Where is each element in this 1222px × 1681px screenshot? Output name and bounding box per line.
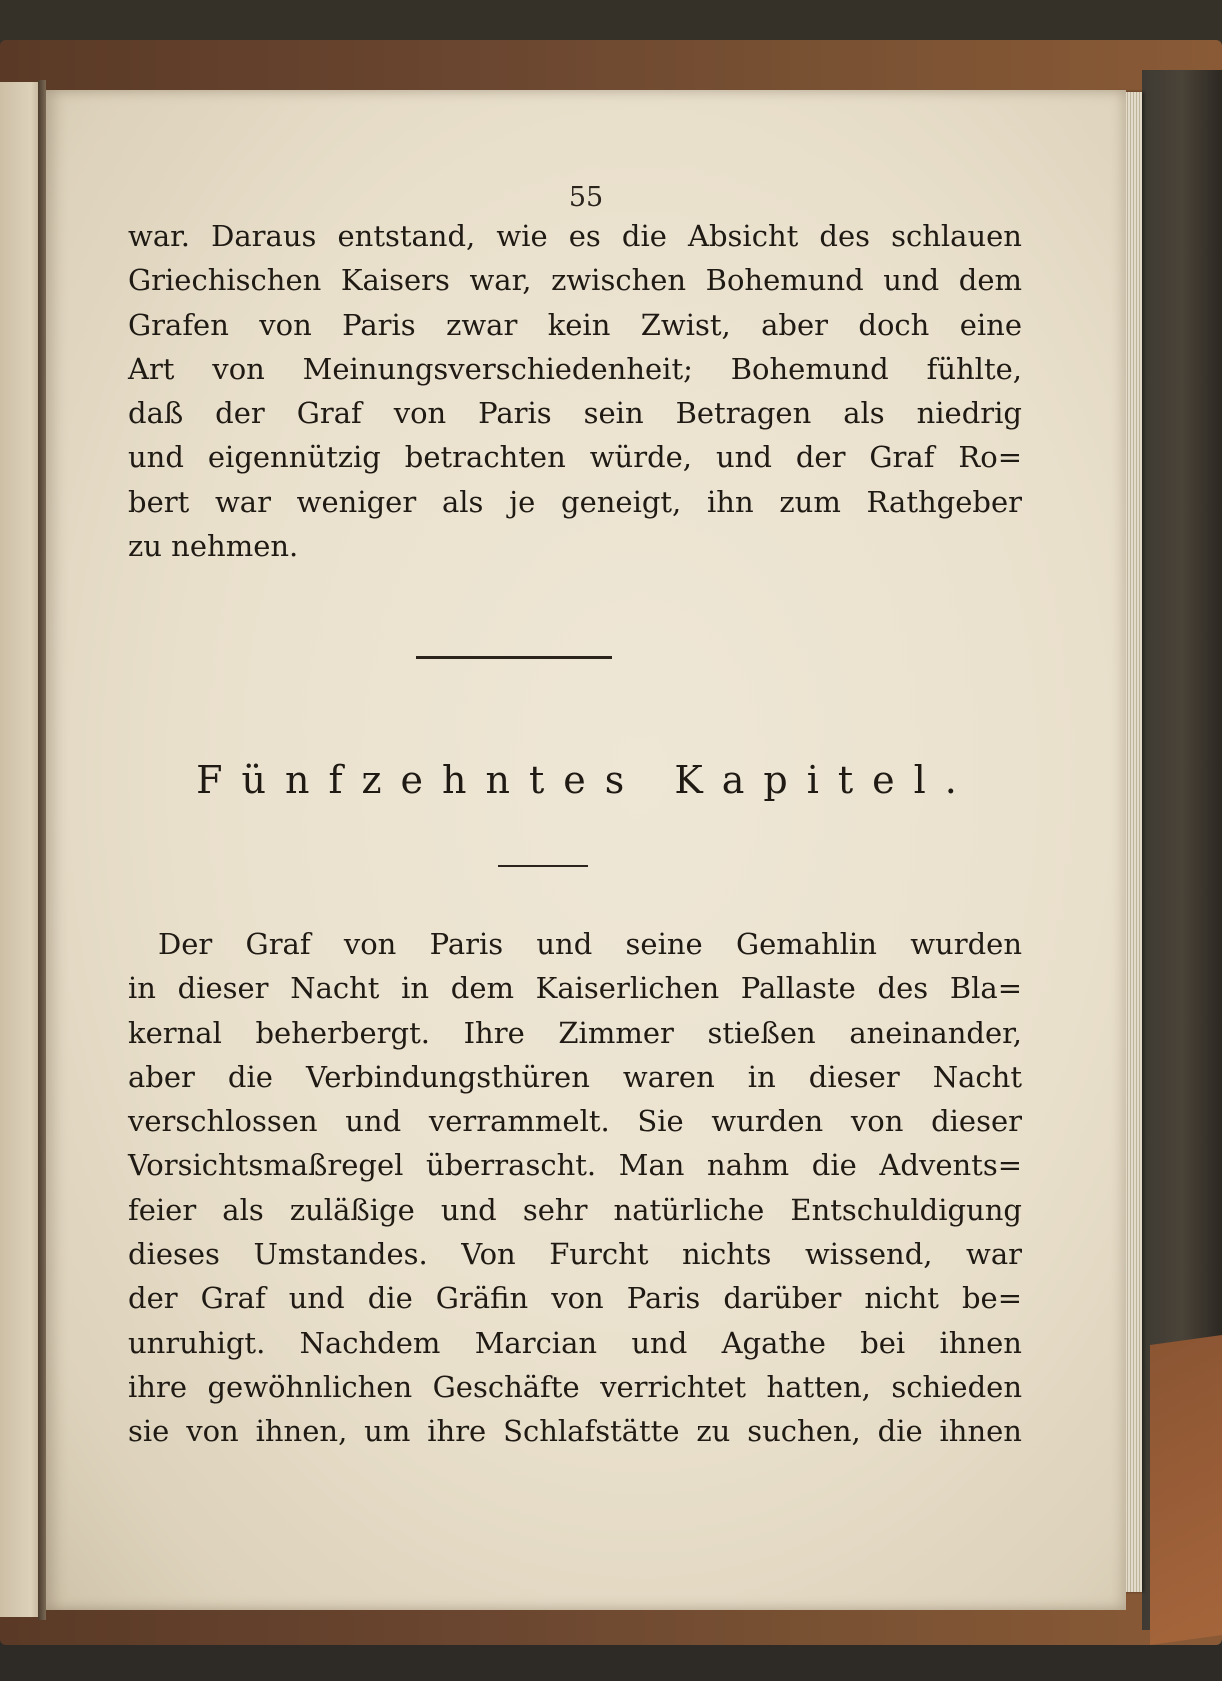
text-line: sie von ihnen, um ihre Schlafstätte zu suchen, die ihnen	[128, 1414, 1022, 1449]
text-line: verschlossen und verrammelt. Sie wurden von dieser	[128, 1104, 1022, 1139]
title-underline	[498, 865, 588, 867]
paragraph-chapter-start	[128, 922, 1022, 1454]
leather-corner	[1150, 1335, 1222, 1645]
text-line: war. Daraus entstand, wie es die Absicht des schlauen	[128, 219, 1022, 253]
text-line: in dieser Nacht in dem Kaiserlichen Pallaste des Bla=	[128, 971, 1022, 1006]
text-line: Griechischen Kaisers war, zwischen Bohemund und dem	[128, 263, 1022, 298]
text-line: feier als zuläßige und sehr natürliche Entschuldigung	[128, 1192, 1022, 1227]
paragraph-end-of-chapter	[128, 214, 1022, 568]
text-line: dieses Umstandes. Von Furcht nichts wissend, war	[128, 1237, 1022, 1272]
book-page	[46, 90, 1126, 1610]
text-line: bert war weniger als je geneigt, ihn zum Rathgeber	[128, 484, 1022, 519]
text-line: Der Graf von Paris und seine Gemahlin wurden	[158, 927, 1022, 961]
text-line: kernal beherbergt. Ihre Zimmer stießen aneinander,	[128, 1015, 1022, 1050]
page-number: 55	[568, 182, 604, 213]
section-divider	[416, 656, 612, 659]
text-line: Vorsichtsmaßregel überrascht. Man nahm die Advents=	[128, 1148, 1022, 1183]
text-line: unruhigt. Nachdem Marcian und Agathe bei ihnen	[128, 1325, 1022, 1360]
text-line: ihre gewöhnlichen Geschäfte verrichtet hatten, schieden	[128, 1369, 1022, 1404]
text-line: und eigennützig betrachten würde, und der Graf Ro=	[128, 440, 1022, 475]
chapter-title: Fünfzehntes Kapitel.	[196, 758, 976, 802]
text-line: Grafen von Paris zwar kein Zwist, aber doch eine	[128, 307, 1022, 342]
text-line: Art von Meinungsverschiedenheit; Bohemund fühlte,	[128, 351, 1022, 386]
text-line: zu nehmen.	[128, 529, 299, 564]
text-line: der Graf und die Gräfin von Paris darüber nicht be=	[128, 1281, 1022, 1316]
text-line: daß der Graf von Paris sein Betragen als niedrig	[128, 396, 1022, 431]
text-line: aber die Verbindungsthüren waren in dieser Nacht	[128, 1059, 1022, 1094]
book-gutter	[38, 80, 46, 1620]
